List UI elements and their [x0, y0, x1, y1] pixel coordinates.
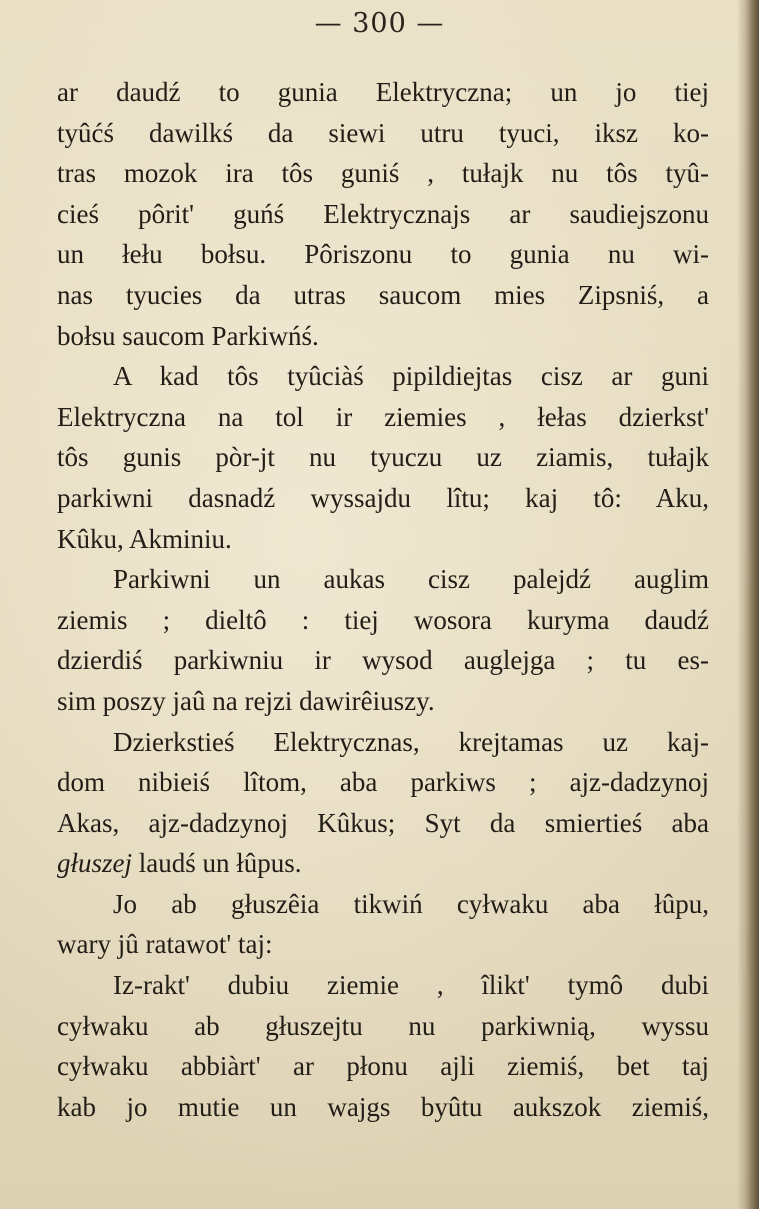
- text-line: un łełu bołsu. Pôriszonu to gunia nu wi-: [57, 239, 709, 270]
- text-line: nas tyucies da utras saucom mies Zipsniś, a: [57, 279, 709, 310]
- text-line: Jo ab głuszêia tikwiń cyłwaku aba łûpu,: [113, 888, 709, 919]
- text-line: wary jû ratawot' taj:: [57, 929, 273, 960]
- text-line: parkiwni dasnadź wyssajdu lîtu; kaj tô: Aku,: [57, 482, 709, 513]
- text-line: cyłwaku ab głuszejtu nu parkiwnią, wyssu: [57, 1010, 709, 1041]
- text-line: dom nibieiś lîtom, aba parkiws ; ajz-dadzynoj: [57, 767, 709, 798]
- text-line: ar daudź to gunia Elektryczna; un jo tiej: [57, 77, 709, 107]
- text-line: ziemis ; dieltô : tiej wosora kuryma daudź: [57, 604, 709, 635]
- text-line: tyûćś dawilkś da siewi utru tyuci, iksz ko-: [57, 117, 709, 148]
- text-line: dzierdiś parkiwniu ir wysod auglejga ; tu es-: [57, 645, 709, 676]
- text-line: tras mozok ira tôs guniś , tułajk nu tôs tyû-: [57, 158, 709, 189]
- body-text: [57, 72, 709, 1127]
- text-line: kab jo mutie un wajgs byûtu aukszok ziemiś,: [57, 1091, 709, 1122]
- text-line: głuszej laudś un łûpus.: [57, 848, 302, 879]
- text-line: cieś pôrit' guńś Elektrycznajs ar saudiejszonu: [57, 198, 709, 229]
- text-line: Parkiwni un aukas cisz palejdź auglim: [113, 564, 709, 595]
- page-number: — 300 —: [314, 8, 445, 39]
- text-line: A kad tôs tyûciàś pipildiejtas cisz ar guni: [113, 361, 709, 392]
- text-line: tôs gunis pòr-jt nu tyuczu uz ziamis, tułajk: [57, 442, 709, 473]
- italic-word: głuszej: [57, 848, 133, 879]
- text-line: Iz-rakt' dubiu ziemie , îlikt' tymô dubi: [113, 970, 709, 1001]
- text-line: cyłwaku abbiàrt' ar płonu ajli ziemiś, bet taj: [57, 1051, 709, 1082]
- text-line: sim poszy jaû na rejzi dawirêiuszy.: [57, 685, 435, 716]
- text-line: Elektryczna na tol ir ziemies , łełas dzierkst': [57, 401, 709, 432]
- text-line: bołsu saucom Parkiwńś.: [57, 320, 319, 351]
- book-spine-shadow: [737, 0, 759, 1209]
- text-line: Kûku, Akminiu.: [57, 523, 232, 554]
- text-line: Akas, ajz-dadzynoj Kûkus; Syt da smiertieś aba: [57, 807, 709, 838]
- text-line: Dzierkstieś Elektrycznas, krejtamas uz kaj-: [113, 726, 709, 757]
